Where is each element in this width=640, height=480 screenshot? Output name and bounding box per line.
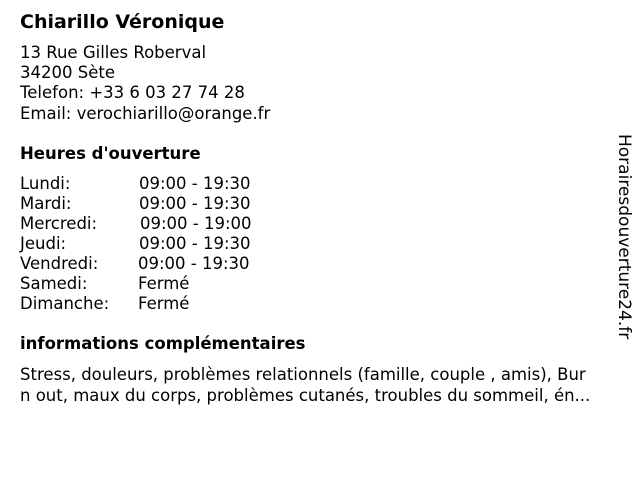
day-label: Mercredi: — [20, 214, 98, 233]
day-label: Mardi: — [20, 194, 72, 213]
info-heading: informations complémentaires — [20, 334, 306, 353]
time-value: Fermé — [138, 274, 190, 293]
business-name: Chiarillo Véronique — [20, 11, 225, 33]
phone-number: Telefon: +33 6 03 27 74 28 — [20, 83, 245, 103]
time-value: 09:00 - 19:00 — [140, 214, 252, 233]
info-description — [20, 365, 628, 406]
site-watermark: Horairesdouverture24.fr — [614, 134, 634, 340]
info-line: n out, maux du corps, problèmes cutanés, troubles du sommeil, én... — [20, 385, 591, 405]
address-street: 13 Rue Gilles Roberval — [20, 43, 207, 62]
day-label: Jeudi: — [20, 234, 67, 253]
time-value: 09:00 - 19:30 — [138, 254, 250, 273]
day-label: Vendredi: — [20, 254, 99, 273]
day-label: Lundi: — [20, 174, 71, 193]
time-value: Fermé — [138, 294, 190, 313]
contact-block — [20, 43, 270, 124]
hours-heading: Heures d'ouverture — [20, 144, 201, 163]
info-line: Stress, douleurs, problèmes relationnels (famille, couple , amis), Bur — [20, 365, 586, 384]
time-value: 09:00 - 19:30 — [139, 234, 251, 253]
address-city: 34200 Sète — [20, 63, 115, 83]
email-address: Email: verochiarillo@orange.fr — [20, 103, 271, 123]
time-value: 09:00 - 19:30 — [139, 174, 251, 193]
day-label: Samedi: — [20, 274, 88, 293]
time-value: 09:00 - 19:30 — [139, 194, 251, 213]
day-label: Dimanche: — [20, 294, 110, 313]
